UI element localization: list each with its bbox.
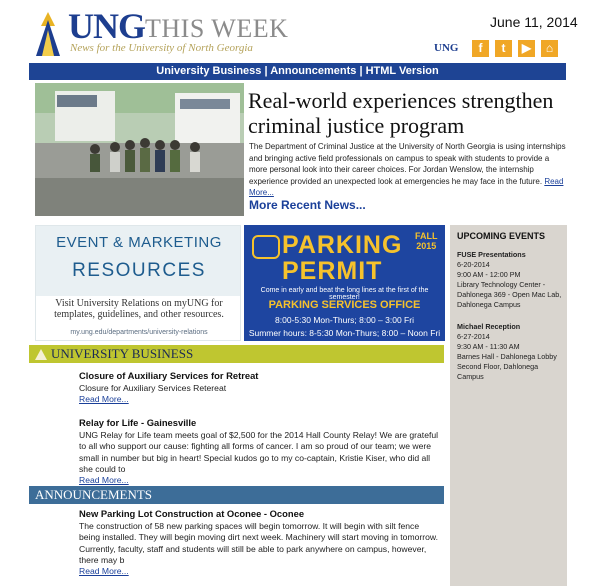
header (0, 0, 600, 62)
feature-read-more-link[interactable]: Read More... (249, 176, 564, 197)
parking-permit-ad[interactable] (244, 225, 445, 341)
ad-parking-summer-hours: Summer hours: 8-5:30 Mon-Thurs; 8:00 – Noon Fri (248, 328, 441, 338)
article-summary: Closure for Auxiliary Services Retereat (79, 383, 227, 394)
event-date: 6-20-2014 (457, 260, 490, 269)
logo-ung[interactable]: UNG (68, 6, 145, 46)
ad-event-line1: EVENT & MARKETING (56, 234, 222, 251)
issue-date: June 11, 2014 (490, 14, 578, 30)
event-item[interactable] (457, 322, 562, 382)
article-item (79, 508, 441, 577)
ung-torch-icon (36, 12, 60, 56)
ad-parking-office: PARKING SERVICES OFFICE (268, 299, 421, 311)
article-summary: The construction of 58 new parking spaces will begin tomorrow. It will begin with silt fence being installed. They will begin moving dirt next week. Machinery will start moving in tomorrow. Currently, faculty, staff and students will still be able to park anywhere on campus, however, there may b (79, 521, 439, 565)
feature-summary-text: The Department of Criminal Justice at the University of North Georgia is using internships and bringing active field professionals on campus to speak with students to provide a more personal look into their career choices. For Jordan Wenslow, the internship experience provided an unexpected look at emergencies he may face in the future. (249, 142, 566, 186)
announcements-header (29, 486, 444, 504)
event-time: 9:30 AM - 11:30 AM (457, 342, 520, 351)
facebook-icon[interactable]: f (472, 40, 489, 57)
ad-event-line3: Visit University Relations on myUNG for templates, guidelines, and other resources. (54, 298, 224, 320)
ad-fall-word: FALL (415, 231, 438, 241)
ad-event-url: my.ung.edu/departments/university-relations (70, 329, 208, 336)
article-title[interactable]: Closure of Auxiliary Services for Retreat (79, 370, 259, 381)
event-title[interactable]: FUSE Presentations (457, 250, 526, 259)
section-title: UNIVERSITY BUSINESS (51, 346, 194, 361)
article-item (79, 417, 441, 486)
nav-separator: | (261, 65, 271, 77)
event-date: 6-27-2014 (457, 332, 490, 341)
feature-photo[interactable] (35, 83, 244, 216)
nav-announcements[interactable]: Announcements (270, 65, 357, 77)
event-time: 9:00 AM - 12:00 PM (457, 270, 521, 279)
twitter-icon[interactable]: t (495, 40, 512, 57)
feature-summary (249, 141, 567, 199)
event-title[interactable]: Michael Reception (457, 322, 521, 331)
event-item[interactable] (457, 250, 562, 310)
section-title: ANNOUNCEMENTS (35, 487, 152, 502)
ad-parking-tagline: Come in early and beat the long lines at the first of the semester! (260, 287, 429, 301)
event-location: Barnes Hall - Dahlonega Lobby Second Floor, Dahlonega Campus (457, 352, 557, 381)
article-read-more-link[interactable]: Read More... (79, 394, 129, 405)
upcoming-events-title: UPCOMING EVENTS (457, 231, 546, 241)
ung-torch-icon (35, 349, 47, 360)
ad-parking-hours: 8:00-5:30 Mon-Thurs; 8:00 – 3:00 Fri (275, 315, 414, 325)
article-title[interactable]: Relay for Life - Gainesville (79, 417, 197, 428)
article-read-more-link[interactable]: Read More... (79, 475, 129, 486)
feature-title[interactable]: Real-world experiences strengthen criminal justice program (248, 88, 554, 138)
ad-parking-word: PARKING (282, 231, 403, 259)
ad-fall-year: 2015 (416, 241, 437, 251)
nav-bar (29, 63, 566, 80)
nav-university-business[interactable]: University Business (156, 65, 262, 77)
article-item (79, 370, 441, 406)
youtube-icon[interactable]: ▶ (518, 40, 535, 57)
car-icon (252, 235, 280, 259)
feature-photo-illustration (35, 83, 244, 216)
tagline: News for the University of North Georgia (70, 42, 253, 54)
article-summary: UNG Relay for Life team meets goal of $2,500 for the 2014 Hall County Relay! We are grateful to all who support our cause: fighting all forms of cancer. I am so proud of our team; we were small in number but big in heart! Special kudos go to my co-captain, Kristie Kiser, who did all she could to (79, 430, 439, 474)
mini-ung-logo[interactable]: UNG (434, 42, 459, 54)
university-business-header (29, 345, 444, 363)
more-recent-news-link[interactable]: More Recent News... (249, 198, 366, 212)
ad-permit-word: PERMIT (282, 257, 383, 285)
ad-event-line2: RESOURCES (72, 260, 206, 281)
article-read-more-link[interactable]: Read More... (79, 566, 129, 577)
nav-html-version[interactable]: HTML Version (365, 65, 439, 77)
ad-fall-label (415, 231, 438, 251)
logo-this-week[interactable]: THIS WEEK (145, 14, 289, 43)
event-marketing-ad[interactable] (35, 225, 241, 341)
home-icon[interactable]: ⌂ (541, 40, 558, 57)
nav-separator: | (356, 65, 366, 77)
article-title[interactable]: New Parking Lot Construction at Oconee - Oconee (79, 508, 305, 519)
event-location: Library Technology Center - Dahlonega 369 - Open Mac Lab, Dahlonega Campus (457, 280, 562, 309)
